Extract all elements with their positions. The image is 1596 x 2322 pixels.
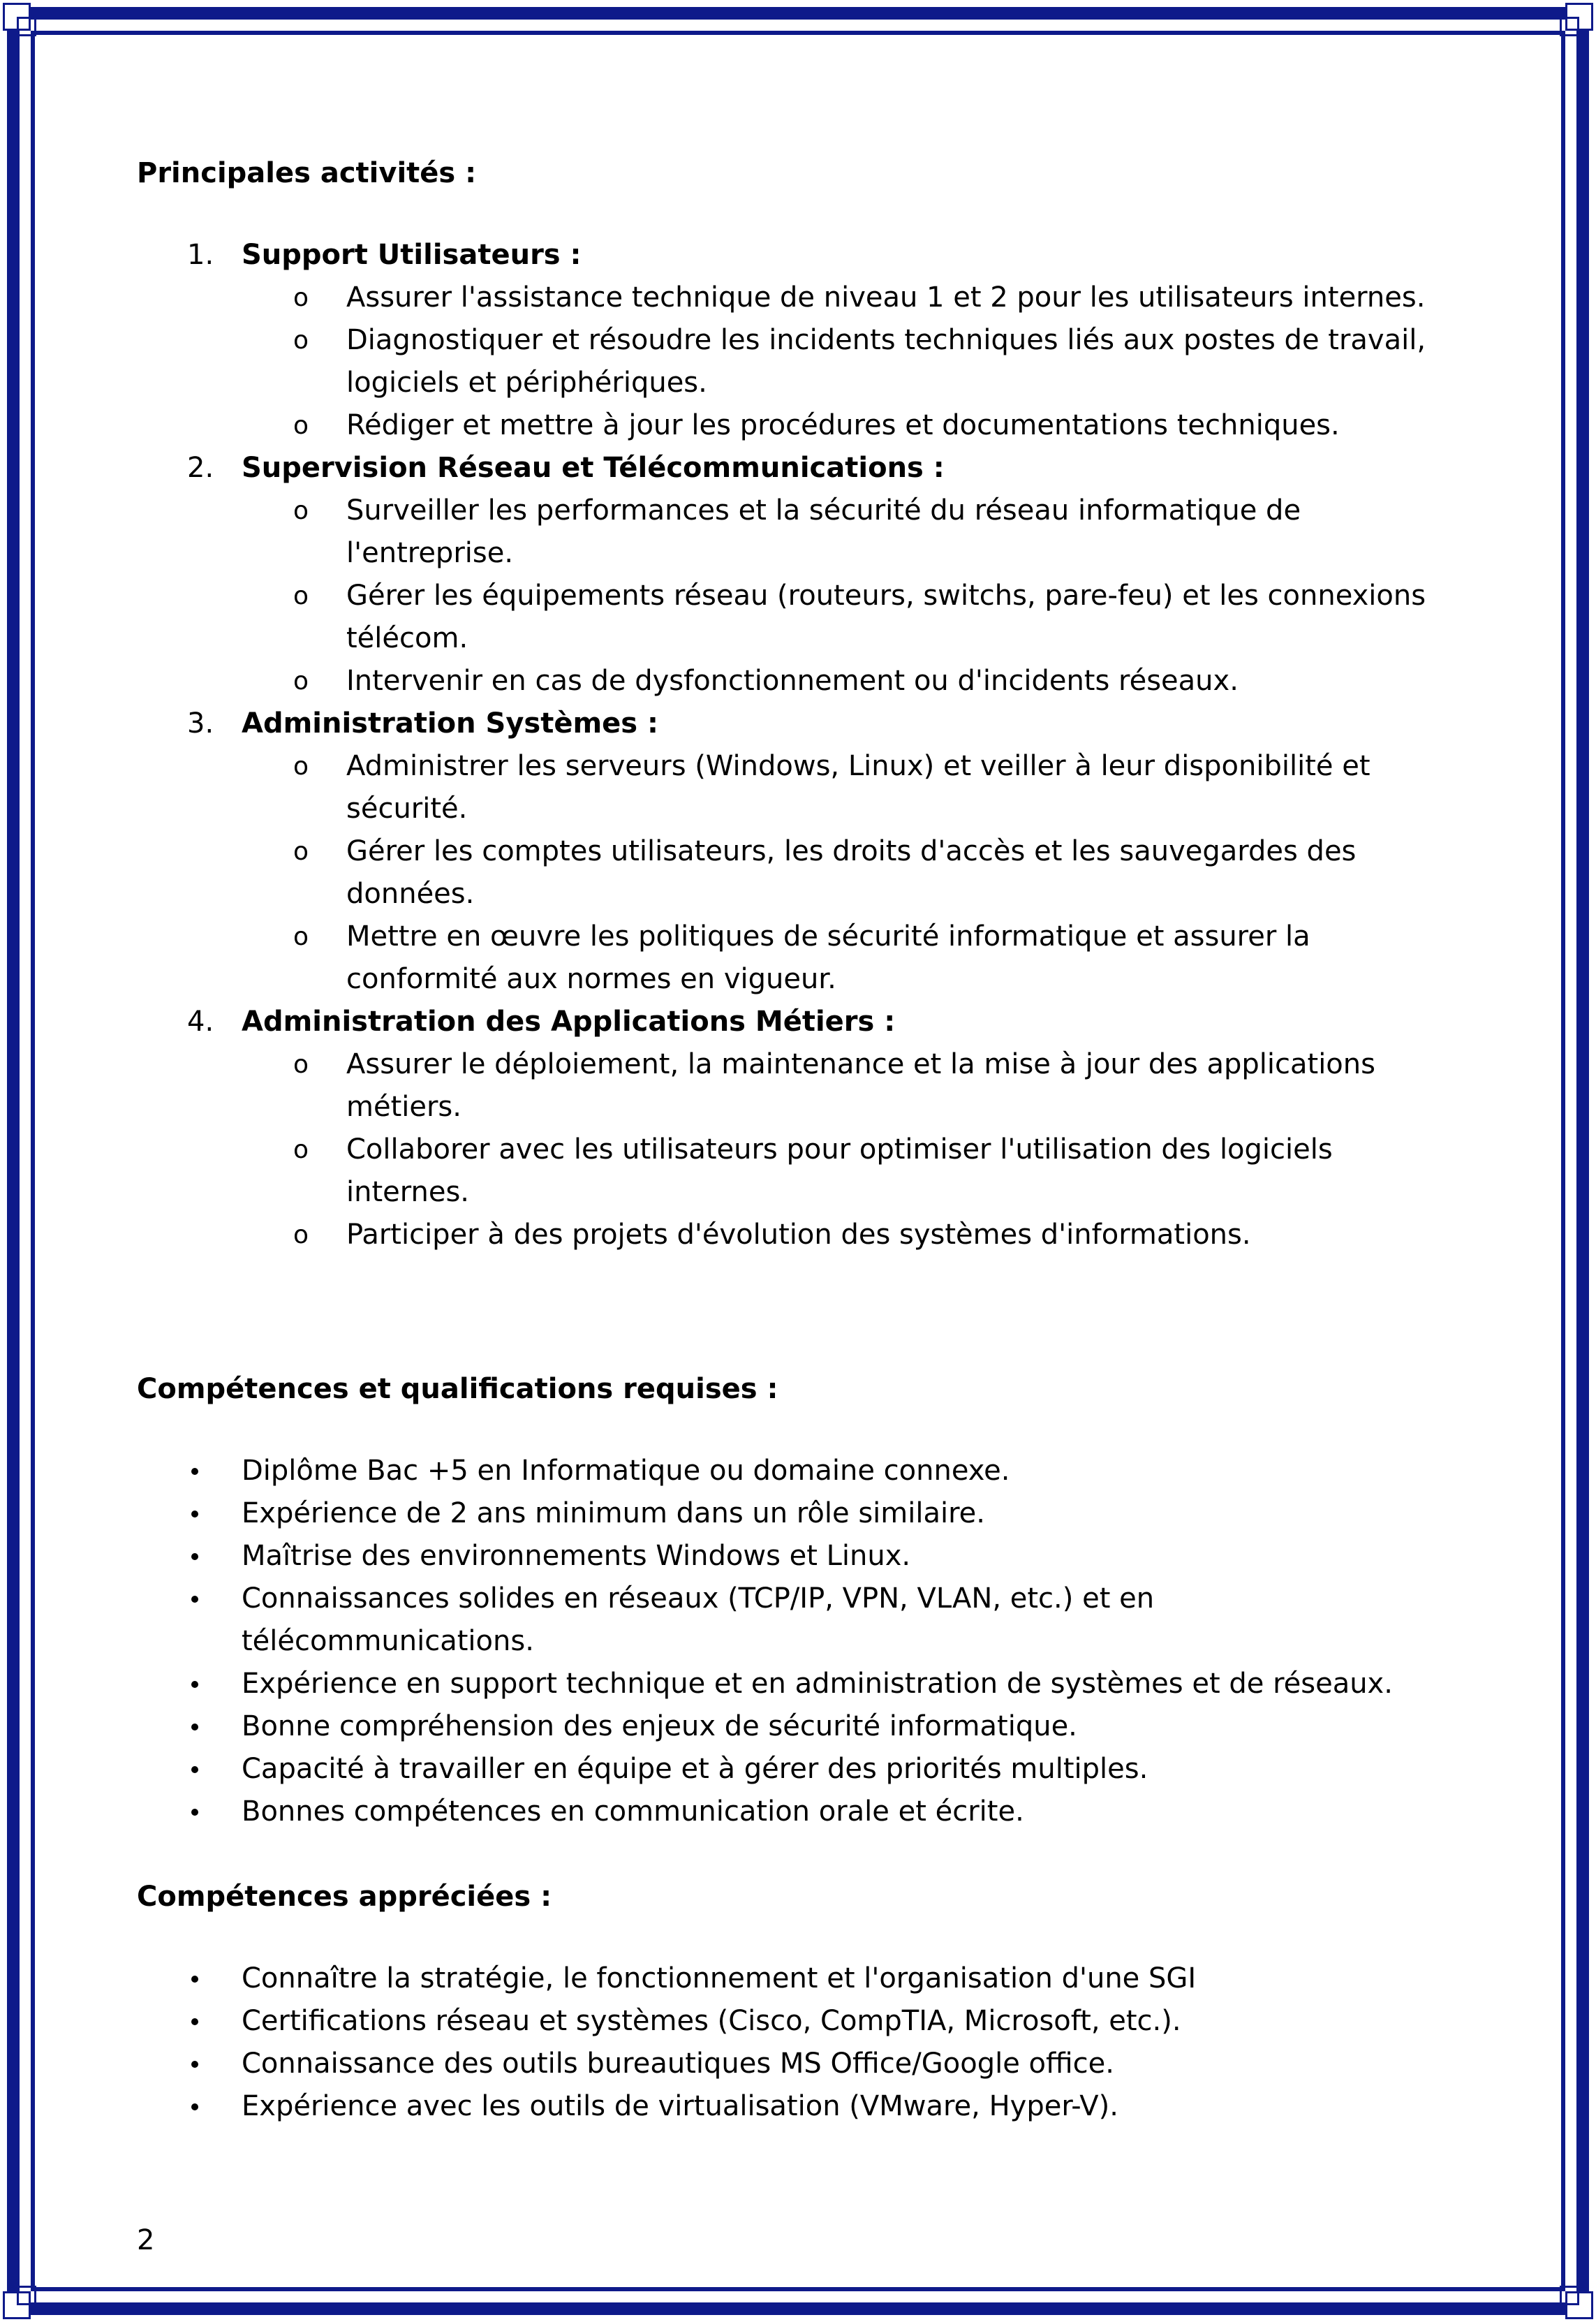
circle-bullet-icon: o — [293, 837, 309, 866]
list-item — [137, 1450, 1428, 1492]
list-item — [137, 1663, 1428, 1705]
activity-category — [137, 234, 1428, 447]
list-item-text: Diagnostiquer et résoudre les incidents techniques liés aux postes de travail, logiciels et périphériques. — [346, 324, 1426, 399]
list-number: 1. — [187, 239, 214, 271]
circle-bullet-icon: o — [293, 411, 309, 440]
list-item — [242, 404, 1428, 447]
circle-bullet-icon: o — [293, 284, 309, 312]
list-item — [242, 1129, 1428, 1214]
circle-bullet-icon: o — [293, 326, 309, 355]
list-item — [242, 1043, 1428, 1129]
list-item — [137, 2000, 1428, 2043]
bullet-icon — [191, 1976, 198, 1983]
list-item-text: Bonnes compétences en communication orale et écrite. — [242, 1795, 1024, 1828]
bullet-icon — [191, 1596, 198, 1603]
list-item-text: Intervenir en cas de dysfonctionnement ou d'incidents réseaux. — [346, 665, 1239, 697]
list-item-text: Capacité à travailler en équipe et à gérer des priorités multiples. — [242, 1753, 1148, 1785]
list-item — [242, 490, 1428, 575]
document-body — [137, 152, 1428, 2128]
circle-bullet-icon: o — [293, 667, 309, 696]
list-item-text: Administrer les serveurs (Windows, Linux) et veiller à leur disponibilité et sécurité. — [346, 750, 1370, 825]
spacer — [137, 1256, 1428, 1368]
list-item — [242, 660, 1428, 703]
list-item — [242, 575, 1428, 660]
list-item-text: Rédiger et mettre à jour les procédures et documentations techniques. — [346, 409, 1340, 441]
list-item-text: Assurer le déploiement, la maintenance et la mise à jour des applications métiers. — [346, 1048, 1375, 1123]
section-heading-activities: Principales activités : — [137, 157, 477, 189]
list-number: 3. — [187, 707, 214, 740]
circle-bullet-icon: o — [293, 582, 309, 610]
list-item-text: Connaissance des outils bureautiques MS Office/Google office. — [242, 2048, 1114, 2080]
activity-category — [137, 703, 1428, 1001]
bullet-icon — [191, 2103, 198, 2110]
list-item — [137, 1535, 1428, 1578]
list-item-text: Expérience en support technique et en administration de systèmes et de réseaux. — [242, 1668, 1393, 1700]
border-corner-ornament — [0, 2280, 42, 2322]
circle-bullet-icon: o — [293, 1136, 309, 1164]
section-heading-preferred: Compétences appréciées : — [137, 1881, 552, 1913]
category-title: Support Utilisateurs : — [242, 239, 582, 271]
bullet-icon — [191, 2061, 198, 2068]
circle-bullet-icon: o — [293, 497, 309, 525]
list-item — [137, 1492, 1428, 1535]
list-item-text: Participer à des projets d'évolution des systèmes d'informations. — [346, 1219, 1251, 1251]
activity-subitems — [242, 1043, 1428, 1256]
bullet-icon — [191, 1809, 198, 1816]
list-number: 4. — [187, 1006, 214, 1038]
bullet-icon — [191, 1724, 198, 1731]
list-item — [137, 1748, 1428, 1791]
list-item — [137, 1578, 1428, 1663]
list-item-text: Certifications réseau et systèmes (Cisco, CompTIA, Microsoft, etc.). — [242, 2005, 1181, 2037]
list-item — [242, 745, 1428, 830]
spacer — [137, 1833, 1428, 1876]
category-title: Administration Systèmes : — [242, 707, 659, 740]
list-number: 2. — [187, 452, 214, 484]
circle-bullet-icon: o — [293, 1050, 309, 1079]
list-item-text: Connaître la stratégie, le fonctionnement et l'organisation d'une SGI — [242, 1962, 1197, 1994]
list-item-text: Expérience avec les outils de virtualisation (VMware, Hyper-V). — [242, 2090, 1118, 2122]
list-item-text: Maîtrise des environnements Windows et Linux. — [242, 1540, 911, 1572]
list-item — [137, 1705, 1428, 1748]
border-corner-ornament — [1554, 0, 1596, 42]
list-item-text: Diplôme Bac +5 en Informatique ou domaine connexe. — [242, 1455, 1010, 1487]
border-corner-ornament — [1554, 2280, 1596, 2322]
list-item — [242, 319, 1428, 404]
circle-bullet-icon: o — [293, 752, 309, 781]
list-item-text: Gérer les comptes utilisateurs, les droits d'accès et les sauvegardes des données. — [346, 835, 1357, 910]
required-skills-list — [137, 1450, 1428, 1833]
bullet-icon — [191, 1766, 198, 1773]
list-item — [242, 916, 1428, 1001]
list-item-text: Mettre en œuvre les politiques de sécurité informatique et assurer la conformité aux normes en vigueur. — [346, 920, 1310, 995]
bullet-icon — [191, 1511, 198, 1518]
list-item — [242, 1214, 1428, 1256]
bullet-icon — [191, 1468, 198, 1475]
list-item-text: Bonne compréhension des enjeux de sécurité informatique. — [242, 1710, 1077, 1742]
bullet-icon — [191, 2018, 198, 2025]
circle-bullet-icon: o — [293, 923, 309, 951]
list-item-text: Gérer les équipements réseau (routeurs, switchs, pare-feu) et les connexions télécom. — [346, 580, 1426, 654]
list-item — [137, 2043, 1428, 2085]
activity-subitems — [242, 745, 1428, 1001]
list-item-text: Expérience de 2 ans minimum dans un rôle similaire. — [242, 1497, 985, 1529]
list-item — [137, 1957, 1428, 2000]
preferred-skills-list — [137, 1957, 1428, 2128]
category-title: Administration des Applications Métiers : — [242, 1006, 896, 1038]
activity-category — [137, 1001, 1428, 1256]
list-item-text: Connaissances solides en réseaux (TCP/IP, VPN, VLAN, etc.) et en télécommunications. — [242, 1582, 1155, 1657]
border-corner-ornament — [0, 0, 42, 42]
list-item-text: Assurer l'assistance technique de niveau 1 et 2 pour les utilisateurs internes. — [346, 281, 1426, 314]
activities-list — [137, 234, 1428, 1256]
activity-subitems — [242, 490, 1428, 703]
list-item — [137, 1791, 1428, 1833]
bullet-icon — [191, 1681, 198, 1688]
list-item-text: Collaborer avec les utilisateurs pour optimiser l'utilisation des logiciels internes. — [346, 1133, 1333, 1208]
section-heading-required: Compétences et qualifications requises : — [137, 1373, 778, 1405]
activity-subitems — [242, 277, 1428, 447]
circle-bullet-icon: o — [293, 1221, 309, 1249]
list-item — [242, 830, 1428, 916]
list-item — [137, 2085, 1428, 2128]
page-number: 2 — [137, 2224, 155, 2256]
activity-category — [137, 447, 1428, 703]
category-title: Supervision Réseau et Télécommunications : — [242, 452, 945, 484]
bullet-icon — [191, 1553, 198, 1560]
list-item-text: Surveiller les performances et la sécurité du réseau informatique de l'entreprise. — [346, 494, 1301, 569]
list-item — [242, 277, 1428, 319]
